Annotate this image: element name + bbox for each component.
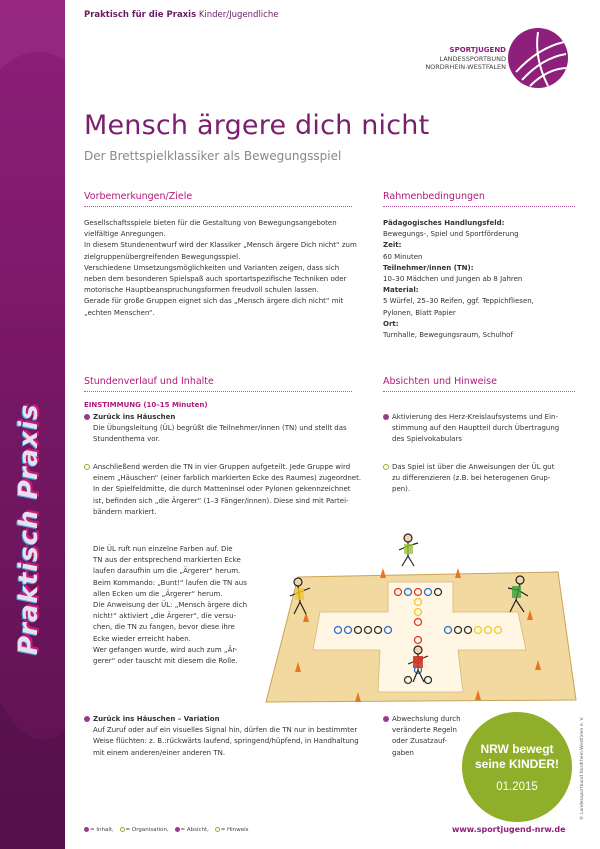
vorbemerkungen-text: Gesellschaftsspiele bieten für die Gestaltung von Bewegungsangeboten vielfältige Anregungen. In diesem Stundenentwurf wird der Klassiker „Mensch ärgere Dich nicht“ zum zielgruppenübergreifenden Bewegungsspiel. Verschiedene Umsetzungsmöglichkeiten und Varianten zeigen, dass sich neben dem besonderen Spielspaß auch sportartspezifische Techniken oder motorische Hauptbeanspruchungsformen freudvoll schulen lassen. Gerade für große Gruppen eignet sich das „Mensch ärgere dich nicht“ mit „echten Menschen“. <box>84 219 357 317</box>
absichten-heading: Absichten und Hinweise <box>383 376 497 387</box>
rahmen-list: Pädagogisches Handlungsfeld: Bewegungs-, Spiel und Sportförderung Zeit: 60 Minuten Teilnehmer/innen (TN): 10–30 Mädchen und Jungen ab 8 Jahren Material: 5 Würfel, 25–30 Reifen, ggf. Teppichfliesen, Pylonen, Blatt Papier Ort: Turnhalle, Bewegungsraum, Schulhof <box>383 219 534 340</box>
divider <box>383 206 575 207</box>
hinweis-bullet-icon <box>215 827 220 832</box>
organisation-bullet-icon <box>120 827 125 832</box>
sportjugend-logo[interactable] <box>418 46 578 86</box>
absicht-bullet-icon <box>383 414 389 420</box>
logo-text <box>396 46 506 72</box>
copyright-note: © Landessportbund Nordrhein-Westfalen e. V. <box>580 716 585 820</box>
badge-line-1: NRW bewegt <box>480 742 554 756</box>
inhalt-bullet-icon <box>84 414 90 420</box>
series-rest: Kinder/Jugendliche <box>196 10 279 20</box>
series-label <box>84 10 278 20</box>
note-differenzieren: Das Spiel ist über die Anweisungen der ÜL gut zu differenzieren (z.B. bei heterogenen Grup- pen). <box>383 462 578 496</box>
hinweis-bullet-icon <box>383 464 389 470</box>
note-aktivierung: Aktivierung des Herz-Kreislaufsystems und Ein- stimmung auf den Hauptteil durch Übertragung des Spielvokabulars <box>383 412 578 446</box>
block-anweisung: Die ÜL ruft nun einzelne Farben auf. Die TN aus der entsprechend markierten Ecke laufen daraufhin um die „Ärgerer“ herum. Beim Kommando: „Bunt!“ laufen die TN aus allen Ecken um die „Ärgerer“ herum. Die Anweisung der ÜL: „Mensch ärgere dich nicht!“ aktiviert „die Ärgerer“, die versu- chen, die TN zu fangen, bevor diese ihre Ecke wieder erreicht haben. Wer gefangen wurde, wird auch zum „Är- gerer“ oder tauscht mit diesem die Rolle. <box>93 545 248 666</box>
website-link[interactable]: www.sportjugend-nrw.de <box>452 825 566 834</box>
rahmen-heading: Rahmenbedingungen <box>383 191 485 202</box>
stundenverlauf-heading: Stundenverlauf und Inhalte <box>84 376 214 387</box>
divider <box>84 206 352 207</box>
badge-line-2: seine KINDER! <box>474 757 560 771</box>
vorbemerkungen-heading: Vorbemerkungen/Ziele <box>84 191 193 202</box>
block-variation: Zurück ins Häuschen – Variation Auf Zuruf oder auf ein visuelles Signal hin, dürfen die TN nur in bestimmter Weise flüchten: z. B.:rückwärts laufend, springend/hüpfend, in Handhaltung mit einem anderen/einer anderen TN. <box>84 714 374 759</box>
logo-emblem-icon <box>508 28 568 88</box>
page-subtitle: Der Brettspielklassiker als Bewegungsspiel <box>84 149 342 163</box>
badge-date: 01.2015 <box>496 781 538 793</box>
series-bold: Praktisch für die Praxis <box>84 10 197 20</box>
absicht-bullet-icon <box>175 827 180 832</box>
divider <box>84 391 352 392</box>
logo-line-1: SPORTJUGEND <box>449 46 506 54</box>
logo-line-2: LANDESSPORTBUND <box>439 54 506 63</box>
organisation-bullet-icon <box>84 464 90 470</box>
nrw-bewegt-badge <box>462 712 572 822</box>
note-abwechslung: Abwechslung durch veränderte Regeln oder Zusatzauf- gaben <box>383 714 473 759</box>
block-organisation: Anschließend werden die TN in vier Gruppen aufgeteilt. Jede Gruppe wird einem „Häuschen“ (einer farblich markierten Ecke des Raumes) zugeordnet. In der Spielfeldmitte, die durch Matteninsel oder Pylonen gekennzeichnet ist, befinden sich „die Ärgerer“ (1–3 Fänger/innen). Diese sind mit Partei- bändern markiert. <box>84 462 374 518</box>
block-zurueck: Zurück ins Häuschen Die Übungsleitung (ÜL) begrüßt die Teilnehmer/innen (TN) und stellt das Stundenthema vor. <box>84 412 374 446</box>
inhalt-bullet-icon <box>84 716 90 722</box>
side-band <box>0 0 65 849</box>
game-field-illustration <box>258 532 578 704</box>
legend: = Inhalt, = Organisation, = Absicht, = Hinweis <box>84 827 252 833</box>
phase-label: EINSTIMMUNG (10–15 Minuten) <box>84 401 208 409</box>
divider <box>383 391 575 392</box>
praxis-stamp: Praktisch Praxis <box>14 403 44 655</box>
page-title: Mensch ärgere dich nicht <box>84 110 430 141</box>
logo-line-3: NORDRHEIN-WESTFALEN <box>425 63 506 71</box>
absicht-bullet-icon <box>383 716 389 722</box>
inhalt-bullet-icon <box>84 827 89 832</box>
